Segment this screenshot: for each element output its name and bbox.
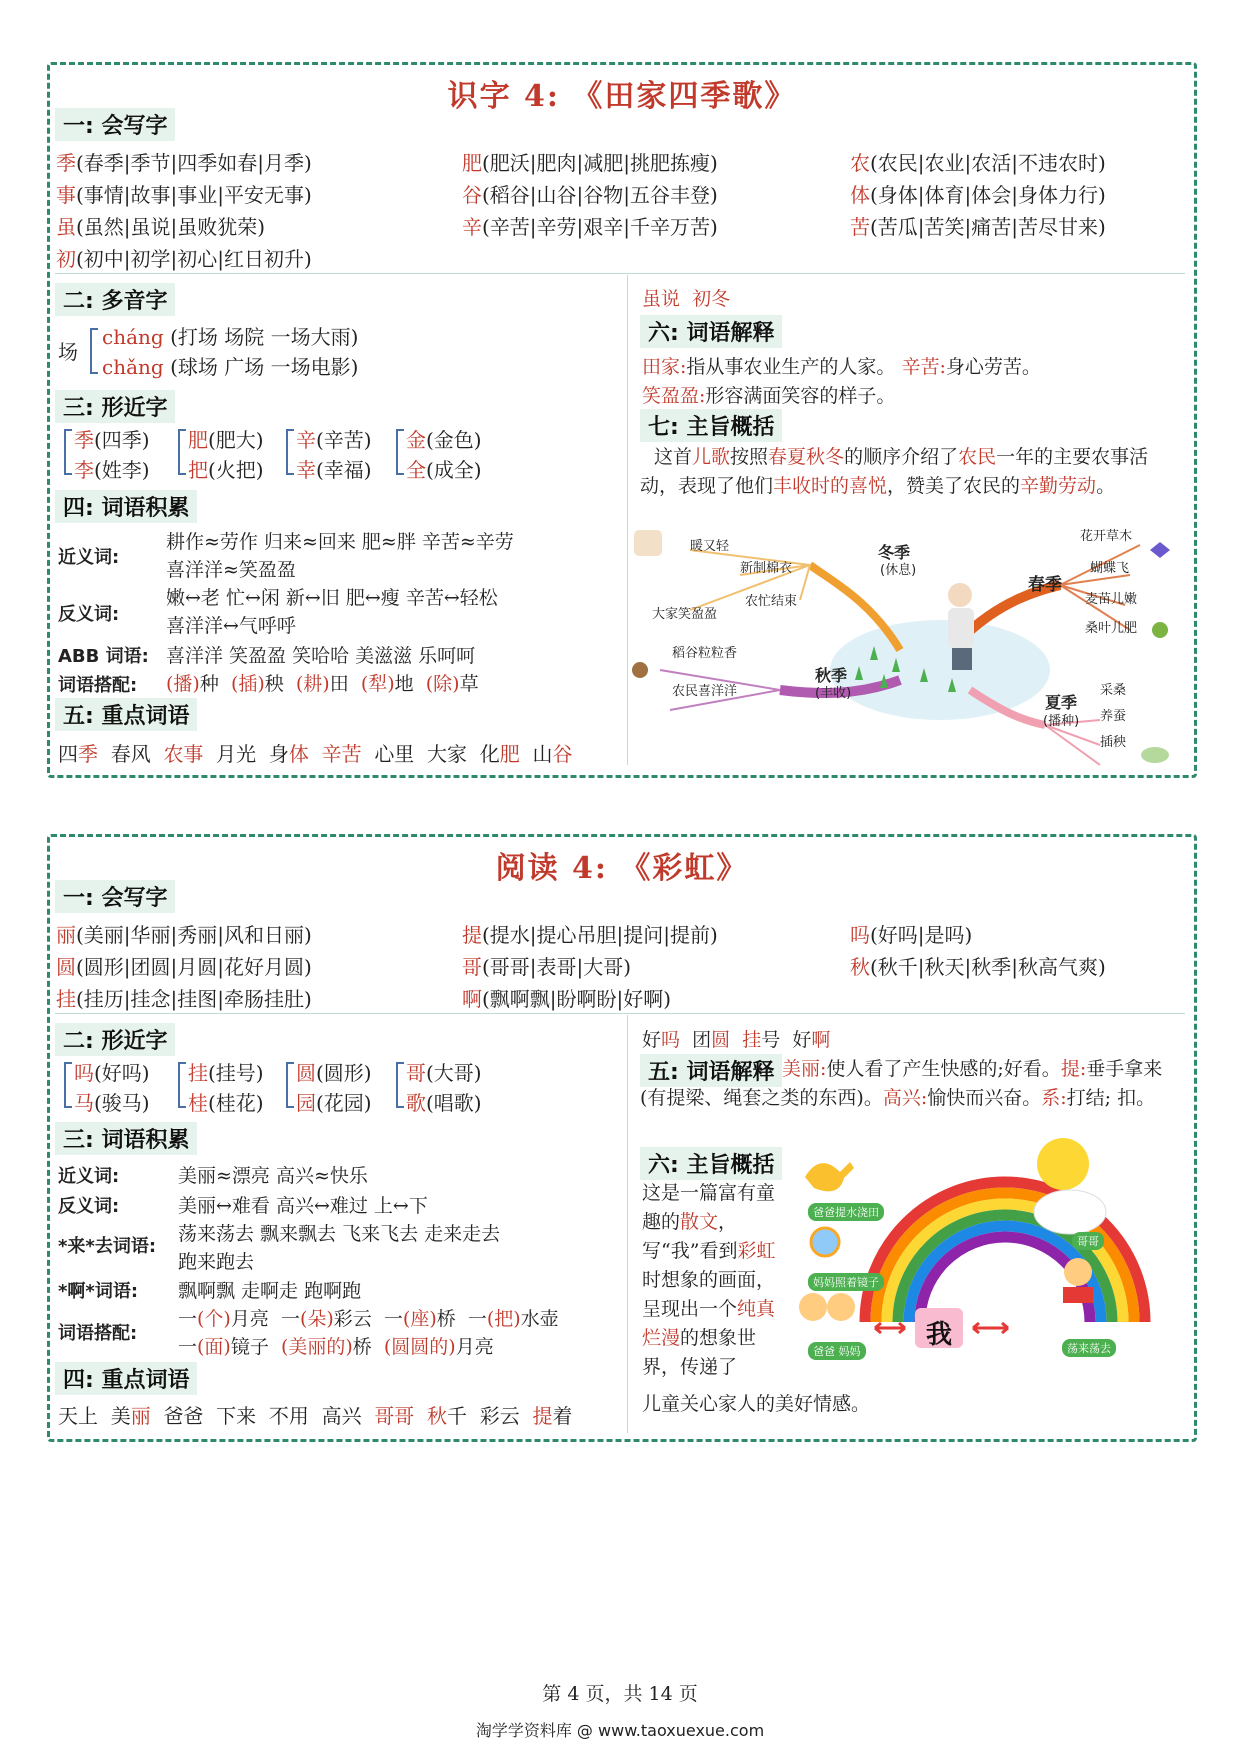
rainbow-picture	[795, 1132, 1185, 1372]
map-leaf: 花开草木	[1080, 529, 1133, 544]
keywords-line: 天上 美丽 爸爸 下来 不用 高兴 哥哥 秋千 彩云 提着	[58, 1404, 573, 1428]
arrow-right-icon	[973, 1323, 1008, 1333]
mirror-icon	[811, 1228, 839, 1256]
card-rainbow: 阅读 4: 《彩虹》 一: 会写字 丽(美丽|华丽|秀丽|风和日丽) 提(提水|提心吊胆|提问|提前) 吗(好吗|是吗) 圆(圆形|团圆|月圆|花好月圆) 哥(哥哥|表哥|大哥) 秋(秋千|秋天|秋季|秋高气爽) 挂(挂历|挂念|挂图|牵肠挂肚) 啊(飘啊飘|盼啊盼|好啊) 二: 形近字 吗(好吗) 马(骏马) 挂(挂号) 桂(桂花) 圆(圆形) 园(花园) 哥(大哥) 歌(唱歌) 三: 词语积累 近义词: 美丽≈漂亮 高兴≈快乐 反义词: 美丽↔难看 高兴↔难过 上↔下 *来*去词语: 荡来荡去 飘来飘去 飞来飞去 走来走去 跑来跑去 *啊*词语: 飘啊飘 走啊走 跑啊跑 词语搭配: 一(个)月亮 一(朵)彩云 一(座)桥 一(把)水壶 一(面)镜子 (美丽的)桥 (圆圆的)月亮 四: 重点词语 天上 美丽 爸爸 下来 不用 高兴 哥哥 秋千 彩云 提着 好吗 团圆 挂号 好啊 五: 词语解释 美丽:使人看了产生快感的;好看。提:垂手拿来(有提梁、绳套之类的东西)。高兴:愉快而兴奋。系:打结; 扣。 六: 主旨概括 这是一篇富有童趣的散文，写“我”看到彩虹时想象的画面，呈现出一个纯真烂漫的想象世界，传递了 儿童关心家人的美好情感。 爸爸提水浇田 妈妈照着镜子 爸爸 妈妈 哥哥 荡来荡去 我	[47, 834, 1197, 1442]
mom-icon	[827, 1293, 855, 1321]
sun-icon	[1037, 1138, 1089, 1190]
map-leaf: 麦苗儿嫩	[1085, 592, 1138, 607]
map-leaf: 采桑	[1100, 683, 1127, 698]
farmer-body	[948, 608, 974, 648]
mulberry-leaf-icon	[1152, 622, 1168, 638]
theme-paragraph: 这是一篇富有童趣的散文，写“我”看到彩虹时想象的画面，呈现出一个纯真烂漫的想象世界，传递了	[642, 1182, 776, 1378]
pic-tag: 爸爸 妈妈	[808, 1342, 866, 1360]
section-similar: 二: 形近字	[55, 1023, 175, 1056]
pic-tag: 哥哥	[1072, 1232, 1104, 1250]
butterfly-icon	[1150, 542, 1170, 558]
pic-tag: 荡来荡去	[1062, 1339, 1116, 1357]
map-leaf: 大家笑盈盈	[652, 607, 718, 622]
write-item: 体(身体|体育|体会|身体力行)	[850, 183, 1106, 207]
polyphone-line: cháng (打场 场院 一场大雨)	[102, 325, 359, 349]
divider	[627, 1015, 628, 1433]
map-leaf: 新制棉衣	[740, 561, 793, 576]
cloud-icon	[1034, 1190, 1106, 1234]
collocation-line: 一(个)月亮 一(朵)彩云 一(座)桥 一(把)水壶	[178, 1308, 559, 1330]
farmer-icon	[632, 662, 648, 678]
polyphone-char: 场	[58, 340, 78, 364]
map-autumn-sub: (丰收)	[815, 686, 852, 701]
extra-words: 好吗 团圆 挂号 好啊	[642, 1029, 831, 1051]
label-a-words: *啊*词语:	[58, 1281, 139, 1302]
site-watermark: 淘学学资料库 @ www.taoxuexue.com	[475, 1721, 765, 1740]
write-item: 啊(飘啊飘|盼啊盼|好啊)	[462, 987, 672, 1011]
map-summer: 夏季	[1045, 693, 1078, 712]
write-item: 哥(哥哥|表哥|大哥)	[462, 955, 632, 979]
section-polyphone: 二: 多音字	[55, 283, 175, 316]
write-item: 辛(辛苦|辛劳|艰辛|千辛万苦)	[462, 215, 718, 239]
map-leaf: 蝴蝶飞	[1090, 561, 1130, 576]
synonym-line: 耕作≈劳作 归来≈回来 肥≈胖 辛苦≈辛劳	[166, 531, 514, 553]
card-tianjia: 识字 4: 《田家四季歌》 一: 会写字 季(春季|季节|四季如春|月季) 肥(肥沃|肥肉|减肥|挑肥拣瘦) 农(农民|农业|农活|不违农时) 事(事情|故事|事业|平安无事) 谷(稻谷|山谷|谷物|五谷丰登) 体(身体|体育|体会|身体力行) 虽(虽然|虽说|虽败犹荣) 辛(辛苦|辛劳|艰辛|千辛万苦) 苦(苦瓜|苦笑|痛苦|苦尽甘来) 初(初中|初学|初心|红日初升) 二: 多音字 场 cháng (打场 场院 一场大雨) chǎng (球场 广场 一场电影) 三: 形近字 季(四季) 李(姓李) 肥(肥大) 把(火把) 辛(辛苦) 幸(幸福) 金(金色) 全(成全) 四: 词语积累 近义词: 耕作≈劳作 归来≈回来 肥≈胖 辛苦≈辛劳 喜洋洋≈笑盈盈 反义词: 嫩↔老 忙↔闲 新↔旧 肥↔瘦 辛苦↔轻松 喜洋洋↔气呼呼 ABB 词语: 喜洋洋 笑盈盈 笑哈哈 美滋滋 乐呵呵 词语搭配: (播)种 (插)秧 (耕)田 (犁)地 (除)草 五: 重点词语 四季 春风 农事 月光 身体 辛苦 心里 大家 化肥 山谷 虽说 初冬 六: 词语解释 田家:指从事农业生产的人家。 辛苦:身心劳苦。 笑盈盈:形容满面笑容的样子。 七: 主旨概括 这首儿歌按照春夏秋冬的顺序介绍了农民一年的主要农事活动，表现了他们丰收时的喜悦，赞美了农民的辛勤劳动。 冬季 (休息) 春季 夏季 (播种) 秋季 (丰收) 暖又轻 新制棉衣 大家笑盈盈 农忙结束 花开草木 蝴蝶飞 麦苗儿嫩 桑叶儿肥 稻谷粒粒香 农民喜洋洋 采桑 养蚕 插秧	[47, 62, 1197, 778]
map-leaf: 农民喜洋洋	[672, 684, 738, 699]
section-write: 一: 会写字	[55, 108, 175, 141]
section-theme: 七: 主旨概括	[640, 409, 782, 442]
explain-line: 笑盈盈:形容满面笑容的样子。	[642, 385, 896, 407]
map-leaf: 稻谷粒粒香	[672, 646, 738, 661]
divider	[55, 1013, 1185, 1014]
abb-line: 喜洋洋 笑盈盈 笑哈哈 美滋滋 乐呵呵	[166, 645, 476, 667]
water-field	[830, 620, 1050, 720]
map-leaf: 插秧	[1100, 735, 1127, 750]
synonym-line: 喜洋洋≈笑盈盈	[166, 559, 296, 581]
extra-words: 虽说 初冬	[642, 288, 731, 310]
polyphone-line: chǎng (球场 广场 一场电影)	[102, 355, 359, 379]
card-title: 识字 4: 《田家四季歌》	[447, 79, 797, 114]
antonym-line: 嫩↔老 忙↔闲 新↔旧 肥↔瘦 辛苦↔轻松	[166, 587, 498, 609]
write-item: 农(农民|农业|农活|不违农时)	[850, 151, 1106, 175]
collocation-line: (播)种 (插)秧 (耕)田 (犁)地 (除)草	[166, 673, 479, 695]
label-collocation: 词语搭配:	[58, 675, 138, 696]
label-antonym: 反义词:	[58, 1196, 120, 1217]
label-lai-qu: *来*去词语:	[58, 1236, 157, 1257]
write-item: 季(春季|季节|四季如春|月季)	[56, 151, 312, 175]
page-number: 第 4 页，共 14 页	[542, 1683, 698, 1705]
theme-last-line: 儿童关心家人的美好情感。	[642, 1393, 871, 1415]
section-write: 一: 会写字	[55, 880, 175, 913]
pic-tag: 妈妈照着镜子	[808, 1273, 884, 1291]
write-item: 丽(美丽|华丽|秀丽|风和日丽)	[56, 923, 312, 947]
section-keywords: 四: 重点词语	[55, 1362, 197, 1395]
map-winter-sub: (休息)	[880, 563, 917, 578]
write-item: 苦(苦瓜|苦笑|痛苦|苦尽甘来)	[850, 215, 1106, 239]
section-keywords: 五: 重点词语	[55, 698, 197, 731]
label-synonym: 近义词:	[58, 1166, 120, 1187]
write-item: 吗(好吗|是吗)	[850, 923, 973, 947]
explain-line: 田家:指从事农业生产的人家。 辛苦:身心劳苦。	[642, 356, 1041, 378]
map-spring: 春季	[1028, 575, 1062, 595]
write-item: 谷(稻谷|山谷|谷物|五谷丰登)	[462, 183, 718, 207]
section-accumulate: 三: 词语积累	[55, 1122, 197, 1155]
antonym-line: 美丽↔难看 高兴↔难过 上↔下	[178, 1195, 428, 1217]
label-synonym: 近义词:	[58, 547, 120, 568]
write-item: 肥(肥沃|肥肉|减肥|挑肥拣瘦)	[462, 151, 718, 175]
write-item: 虽(虽然|虽说|虽败犹荣)	[56, 215, 266, 239]
map-leaf: 养蚕	[1100, 709, 1127, 724]
collocation-line: 一(面)镜子 (美丽的)桥 (圆圆的)月亮	[178, 1336, 494, 1358]
cotton-clothes-icon	[634, 530, 662, 556]
map-summer-sub: (播种)	[1043, 714, 1080, 729]
watering-can-icon	[805, 1162, 854, 1191]
label-antonym: 反义词:	[58, 604, 120, 625]
dad-icon	[799, 1293, 827, 1321]
divider	[627, 275, 628, 765]
a-words-line: 飘啊飘 走啊走 跑啊跑	[178, 1280, 362, 1302]
card-title: 阅读 4: 《彩虹》	[495, 851, 749, 886]
lai-qu-line: 荡来荡去 飘来飘去 飞来飞去 走来走去	[178, 1223, 501, 1245]
theme-paragraph: 这首儿歌按照春夏秋冬的顺序介绍了农民一年的主要农事活动，表现了他们丰收时的喜悦，赞美了农民的辛勤劳动。	[640, 446, 1149, 497]
farmer-head	[948, 583, 972, 607]
label-collocation: 词语搭配:	[58, 1323, 138, 1344]
arrow-left-icon	[875, 1323, 905, 1333]
write-item: 挂(挂历|挂念|挂图|牵肠挂肚)	[56, 987, 312, 1011]
farmer-legs	[952, 648, 972, 670]
write-item: 秋(秋千|秋天|秋季|秋高气爽)	[850, 955, 1106, 979]
divider	[55, 273, 1185, 274]
map-leaf: 暖又轻	[690, 539, 730, 554]
section-theme: 六: 主旨概括	[640, 1147, 782, 1180]
bracket	[90, 328, 98, 374]
map-autumn: 秋季	[815, 666, 848, 685]
me-label: 我	[926, 1320, 953, 1350]
silkworm-icon	[1141, 747, 1169, 763]
label-abb: ABB 词语:	[58, 646, 149, 667]
write-item: 初(初中|初学|初心|红日初升)	[56, 247, 312, 271]
synonym-line: 美丽≈漂亮 高兴≈快乐	[178, 1165, 368, 1187]
antonym-line: 喜洋洋↔气呼呼	[166, 615, 296, 637]
map-winter: 冬季	[878, 543, 911, 562]
section-explain: 六: 词语解释	[640, 315, 782, 348]
write-item: 事(事情|故事|事业|平安无事)	[56, 183, 312, 207]
write-item: 提(提水|提心吊胆|提问|提前)	[462, 923, 718, 947]
section-accumulate: 四: 词语积累	[55, 490, 197, 523]
swing-icon	[1063, 1287, 1093, 1303]
write-item: 圆(圆形|团圆|月圆|花好月圆)	[56, 955, 312, 979]
lai-qu-line: 跑来跑去	[178, 1251, 255, 1273]
brother-icon	[1064, 1258, 1092, 1286]
map-leaf: 桑叶儿肥	[1085, 621, 1138, 636]
map-leaf: 农忙结束	[745, 594, 798, 609]
explain-paragraph: 美丽:使人看了产生快感的;好看。提:垂手拿来(有提梁、绳套之类的东西)。高兴:愉快而兴奋。系:打结; 扣。	[640, 1058, 1163, 1109]
pic-tag: 爸爸提水浇田	[808, 1203, 884, 1221]
section-explain: 五: 词语解释	[640, 1054, 782, 1087]
section-similar: 三: 形近字	[55, 390, 175, 423]
keywords-line: 四季 春风 农事 月光 身体 辛苦 心里 大家 化肥 山谷	[58, 742, 573, 766]
